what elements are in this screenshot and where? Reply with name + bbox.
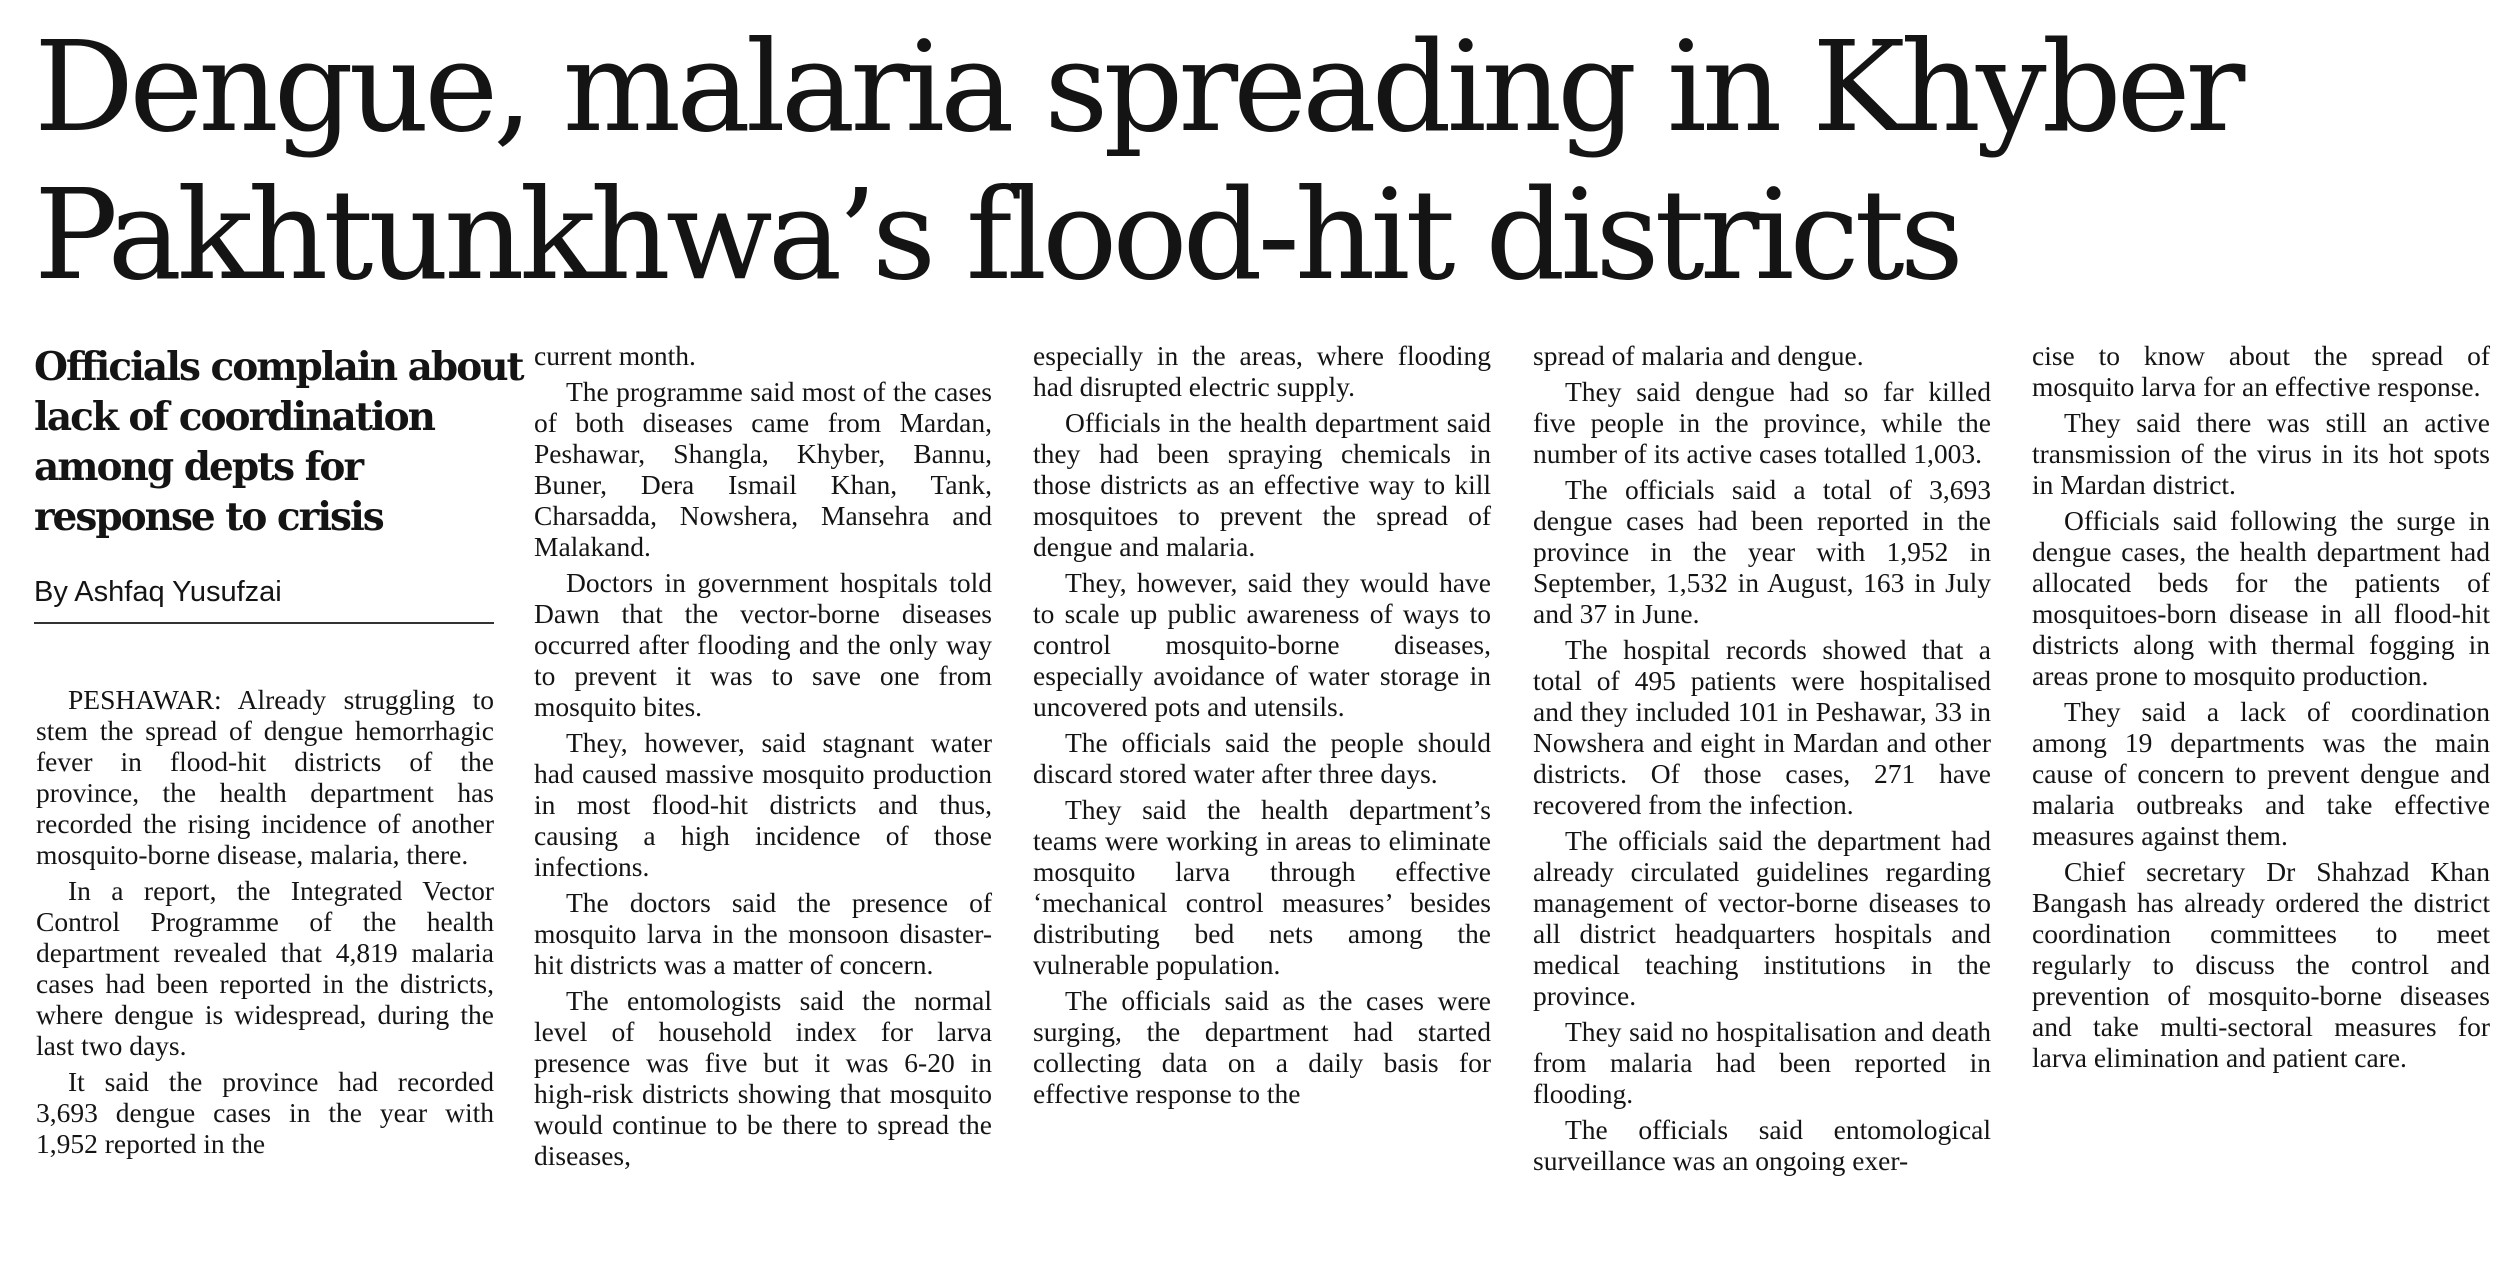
- paragraph: The officials said the department had already circulated guidelines regarding management of vector-borne diseases to all district headquarters hospitals and medical teaching institutions in the province.: [1533, 825, 1991, 1011]
- subhead-line-3: among depts for: [34, 444, 362, 490]
- paragraph: The entomologists said the normal level of household index for larva presence was five but it was 6-20 in high-risk districts showing that mosquito would continue to be there to spread the diseases,: [534, 985, 992, 1171]
- subheadline: [34, 342, 523, 542]
- paragraph: Doctors in government hospitals told Dawn that the vector-borne diseases occurred after flooding and the only way to prevent it was to save one from mosquito bites.: [534, 567, 992, 722]
- paragraph: The programme said most of the cases of both diseases came from Mardan, Peshawar, Shangla, Khyber, Bannu, Buner, Dera Ismail Khan, Tank, Charsadda, Nowshera, Mansehra and Malakand.: [534, 376, 992, 562]
- article-column-1: [36, 684, 494, 1164]
- paragraph: Officials in the health department said they had been spraying chemicals in those districts as an effective way to kill mosquitoes to prevent the spread of dengue and malaria.: [1033, 407, 1491, 562]
- paragraph: They, however, said they would have to scale up public awareness of ways to control mosquito-borne diseases, especially avoidance of water storage in uncovered pots and utensils.: [1033, 567, 1491, 722]
- paragraph: Chief secretary Dr Shahzad Khan Bangash has already ordered the district coordination committees to meet regularly to discuss the control and prevention of mosquito-borne diseases and take multi-sectoral measures for larva elimination and patient care.: [2032, 856, 2490, 1073]
- article-column-4: [1533, 340, 1991, 1181]
- paragraph: spread of malaria and dengue.: [1533, 340, 1864, 371]
- headline-line-1: Dengue, malaria spreading in Khyber: [34, 15, 2241, 160]
- subhead-line-2: lack of coordination: [34, 394, 435, 440]
- paragraph: They said there was still an active transmission of the virus in its hot spots in Mardan district.: [2032, 407, 2490, 500]
- paragraph: In a report, the Integrated Vector Control Programme of the health department revealed that 4,819 malaria cases had been reported in the districts, where dengue is widespread, during the last two days.: [36, 875, 494, 1061]
- byline: By Ashfaq Yusufzai: [34, 572, 494, 624]
- article-column-2: [534, 340, 992, 1176]
- paragraph: They said a lack of coordination among 19 departments was the main cause of concern to prevent dengue and malaria outbreaks and take effective measures against them.: [2032, 696, 2490, 851]
- article-column-5: [2032, 340, 2490, 1078]
- headline: [34, 14, 2474, 310]
- paragraph: They said dengue had so far killed five people in the province, while the number of its active cases totalled 1,003.: [1533, 376, 1991, 469]
- paragraph: They said no hospitalisation and death from malaria had been reported in flooding.: [1533, 1016, 1991, 1109]
- paragraph: cise to know about the spread of mosquito larva for an effective response.: [2032, 340, 2490, 402]
- paragraph: They, however, said stagnant water had caused massive mosquito production in most flood-hit districts and thus, causing a high incidence of those infections.: [534, 727, 992, 882]
- paragraph: They said the health department’s teams were working in areas to eliminate mosquito larva through effective ‘mechanical control measures’ besides distributing bed nets among the vulnerable population.: [1033, 794, 1491, 980]
- subhead-line-1: Officials complain about: [34, 344, 523, 390]
- paragraph: The hospital records showed that a total of 495 patients were hospitalised and they included 101 in Peshawar, 33 in Nowshera and eight in Mardan and other districts. Of those cases, 271 have recovered from the infection.: [1533, 634, 1991, 820]
- paragraph: The doctors said the presence of mosquito larva in the monsoon disaster-hit districts was a matter of concern.: [534, 887, 992, 980]
- paragraph: PESHAWAR: Already struggling to stem the spread of dengue hemorrhagic fever in flood-hit districts of the province, the health department has recorded the rising incidence of another mosquito-borne disease, malaria, there.: [36, 684, 494, 870]
- paragraph: It said the province had recorded 3,693 dengue cases in the year with 1,952 reported in the: [36, 1066, 494, 1159]
- headline-line-2: Pakhtunkhwa’s flood-hit districts: [34, 163, 1959, 308]
- paragraph: The officials said entomological surveillance was an ongoing exer-: [1533, 1114, 1991, 1176]
- paragraph: current month.: [534, 340, 696, 371]
- subhead-line-4: response to crisis: [34, 494, 383, 540]
- article-column-3: [1033, 340, 1491, 1114]
- paragraph: The officials said a total of 3,693 dengue cases had been reported in the province in the year with 1,952 in September, 1,532 in August, 163 in July and 37 in June.: [1533, 474, 1991, 629]
- paragraph: especially in the areas, where flooding had disrupted electric supply.: [1033, 340, 1491, 402]
- paragraph: The officials said as the cases were surging, the department had started collecting data on a daily basis for effective response to the: [1033, 985, 1491, 1109]
- paragraph: The officials said the people should discard stored water after three days.: [1033, 727, 1491, 789]
- paragraph: Officials said following the surge in dengue cases, the health department had allocated beds for the patients of mosquitoes-born disease in all flood-hit districts along with thermal fogging in areas prone to mosquito production.: [2032, 505, 2490, 691]
